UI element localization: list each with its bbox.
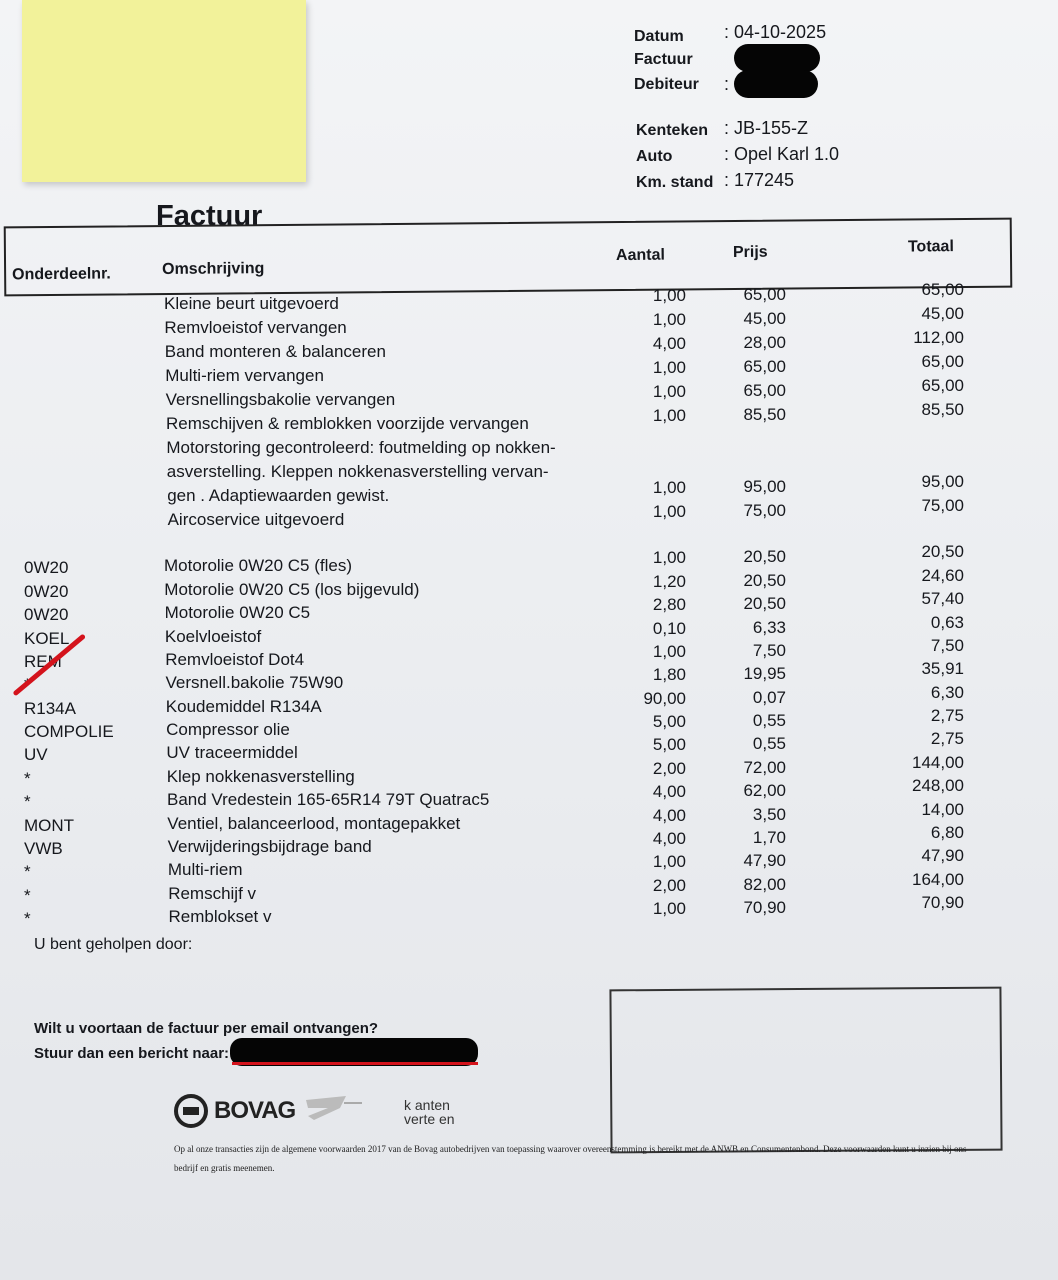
table-row: [0, 496, 1058, 530]
cell-qty: 1,00: [652, 852, 686, 871]
table-row: [0, 400, 1058, 434]
col-part: Onderdeelnr.: [12, 265, 111, 284]
col-qty: Aantal: [615, 246, 665, 265]
cell-price: 65,00: [743, 357, 786, 376]
cell-total: 85,50: [921, 400, 964, 419]
cell-price: 65,00: [743, 285, 786, 304]
cell-price: 95,00: [743, 477, 786, 496]
cell-total: 2,75: [930, 729, 964, 748]
cell-total: 14,00: [921, 800, 964, 819]
cell-desc: Koelvloeistof: [164, 627, 262, 646]
cell-price: 47,90: [743, 851, 786, 870]
cell-price: 65,00: [743, 381, 786, 400]
cell-qty: 1,00: [652, 310, 686, 329]
cell-qty: 5,00: [652, 712, 686, 731]
cell-part: *: [24, 886, 31, 905]
cell-total: 7,50: [930, 636, 964, 655]
erkend-icon: [304, 1094, 364, 1124]
cell-qty: 1,80: [652, 665, 686, 684]
cell-qty: 2,00: [652, 876, 686, 895]
cell-price: 0,55: [752, 711, 786, 730]
kanten-line1: k anten: [404, 1097, 450, 1113]
cell-desc: Motorstoring gecontroleerd: foutmelding op nokken-: [166, 438, 556, 457]
debiteur-label: Debiteur: [634, 76, 699, 93]
cell-part: KOEL: [24, 629, 70, 648]
cell-part: COMPOLIE: [24, 722, 114, 741]
cell-desc: UV traceermiddel: [166, 743, 298, 762]
cell-desc: Remblokset v: [168, 907, 272, 926]
cell-price: 20,50: [743, 594, 786, 613]
cell-part: 0W20: [24, 558, 69, 577]
table-row: [0, 434, 1058, 458]
cell-part: UV: [24, 745, 48, 764]
redacted-debiteur: [734, 70, 818, 98]
cell-qty: 1,00: [652, 286, 686, 305]
col-price: Prijs: [732, 243, 768, 262]
cell-desc: Aircoservice uitgevoerd: [167, 510, 345, 529]
cell-desc: asverstelling. Kleppen nokkenasverstelling vervan-: [166, 462, 549, 481]
cell-price: 20,50: [743, 571, 786, 590]
cell-qty: 1,00: [652, 382, 686, 401]
cell-part: *: [24, 862, 31, 881]
cell-desc: Remschijven & remblokken voorzijde vervangen: [166, 414, 529, 433]
cell-price: 3,50: [752, 805, 786, 824]
cell-total: 112,00: [913, 328, 964, 347]
auto-label: Auto: [636, 148, 673, 165]
cell-price: 0,07: [752, 688, 786, 707]
cell-price: 72,00: [743, 758, 786, 777]
cell-price: 82,00: [743, 875, 786, 894]
col-desc: Omschrijving: [162, 260, 265, 279]
bovag-icon: [174, 1094, 208, 1128]
cell-desc: Versnell.bakolie 75W90: [165, 673, 344, 692]
cell-total: 144,00: [912, 753, 964, 772]
cell-price: 20,50: [743, 547, 786, 566]
table-header: [4, 218, 1013, 297]
cell-desc: gen . Adaptiewaarden gewist.: [167, 486, 390, 505]
cell-total: 47,90: [921, 846, 964, 865]
cell-desc: Verwijderingsbijdrage band: [167, 837, 372, 856]
cell-desc: Remvloeistof Dot4: [165, 650, 305, 669]
cell-desc: Ventiel, balanceerlood, montagepakket: [167, 814, 461, 833]
datum-label: Datum: [634, 28, 684, 45]
cell-qty: 1,00: [652, 478, 686, 497]
cell-part: *: [24, 909, 31, 928]
cell-desc: Band Vredestein 165-65R14 79T Quatrac5: [167, 790, 490, 809]
bovag-text: BOVAG: [214, 1097, 296, 1124]
cell-total: 164,00: [912, 870, 964, 889]
email-underline: [232, 1062, 478, 1065]
cell-total: 0,63: [930, 613, 964, 632]
cell-desc: Motorolie 0W20 C5: [164, 603, 311, 622]
cell-total: 248,00: [912, 776, 964, 795]
cell-price: 75,00: [743, 501, 786, 520]
cell-total: 6,30: [930, 683, 964, 702]
cell-desc: Remvloeistof vervangen: [164, 318, 347, 337]
cell-qty: 1,00: [652, 358, 686, 377]
kanten-line2: verte en: [404, 1111, 455, 1127]
cell-price: 7,50: [752, 641, 786, 660]
cell-total: 24,60: [921, 566, 964, 585]
cell-desc: Klep nokkenasverstelling: [166, 767, 355, 786]
cell-price: 62,00: [743, 781, 786, 800]
cell-total: 6,80: [930, 823, 964, 842]
col-total: Totaal: [907, 238, 954, 256]
cell-qty: 0,10: [652, 619, 686, 638]
cell-desc: Multi-riem: [167, 860, 243, 879]
cell-qty: 2,00: [652, 759, 686, 778]
auto-value: : Opel Karl 1.0: [724, 144, 840, 164]
cell-desc: Motorolie 0W20 C5 (los bijgevuld): [164, 580, 420, 599]
kanten-logo: [404, 1098, 455, 1126]
helped-by: U bent geholpen door:: [34, 936, 193, 953]
cell-qty: 1,00: [652, 502, 686, 521]
cell-price: 6,33: [752, 618, 786, 637]
cell-qty: 1,00: [652, 406, 686, 425]
cell-desc: Versnellingsbakolie vervangen: [165, 390, 396, 409]
cell-qty: 1,20: [652, 572, 686, 591]
kenteken-label: Kenteken: [636, 122, 709, 139]
factuur-label: Factuur: [634, 51, 693, 68]
cell-desc: Band monteren & balanceren: [164, 342, 386, 361]
cell-price: 45,00: [743, 309, 786, 328]
cell-desc: Motorolie 0W20 C5 (fles): [164, 556, 353, 575]
cell-desc: Compressor olie: [166, 720, 290, 739]
terms-text: Op al onze transacties zijn de algemene voorwaarden 2017 van de Bovag autobedrijven van toepassing waarover overeenstemming is bereikt met de ANWB en Consumentenbond. Deze voorwaarden kunt u inzien bij ons bedrijf en gratis meenemen.: [174, 1144, 967, 1173]
cell-total: 35,91: [921, 659, 964, 678]
erkend-logo: [304, 1094, 364, 1129]
cell-part: R134A: [24, 699, 76, 718]
cell-price: 0,55: [752, 734, 786, 753]
cell-price: 19,95: [743, 664, 786, 683]
kenteken-value: : JB-155-Z: [724, 118, 809, 138]
cell-price: 85,50: [743, 405, 786, 424]
cell-qty: 4,00: [652, 782, 686, 801]
cell-desc: Kleine beurt uitgevoerd: [164, 294, 339, 313]
signature-box: [609, 987, 1002, 1154]
sticky-note: [22, 0, 306, 182]
cell-qty: 90,00: [643, 689, 686, 708]
cell-part: 0W20: [24, 582, 69, 601]
cell-part: *: [24, 792, 31, 811]
cell-part: MONT: [24, 816, 75, 835]
cell-price: 70,90: [743, 898, 786, 917]
cell-qty: 2,80: [652, 595, 686, 614]
cell-part: 0W20: [24, 605, 69, 624]
email-send-to: Stuur dan een bericht naar:: [34, 1045, 230, 1062]
datum-value: : 04-10-2025: [724, 22, 827, 42]
cell-desc: Multi-riem vervangen: [165, 366, 324, 385]
cell-part: VWB: [24, 839, 63, 858]
kmstand-value: : 177245: [724, 170, 795, 190]
cell-total: 65,00: [921, 280, 964, 299]
cell-total: 65,00: [921, 376, 964, 395]
cell-total: 65,00: [921, 352, 964, 371]
cell-total: 70,90: [921, 893, 964, 912]
cell-qty: 4,00: [652, 334, 686, 353]
cell-total: 57,40: [921, 589, 964, 608]
redacted-factuur: [734, 44, 820, 72]
cell-price: 28,00: [743, 333, 786, 352]
cell-qty: 4,00: [652, 806, 686, 825]
cell-total: 2,75: [930, 706, 964, 725]
page-title: Factuur: [156, 200, 263, 232]
cell-qty: 1,00: [652, 899, 686, 918]
cell-total: 20,50: [921, 542, 964, 561]
cell-price: 1,70: [752, 828, 786, 847]
cell-desc: Koudemiddel R134A: [165, 697, 322, 716]
kmstand-label: Km. stand: [636, 174, 714, 191]
debiteur-colon: :: [724, 74, 730, 94]
cell-qty: 1,00: [652, 642, 686, 661]
cell-qty: 5,00: [652, 735, 686, 754]
cell-qty: 1,00: [652, 548, 686, 567]
cell-desc: Remschijf v: [168, 884, 257, 903]
cell-total: 45,00: [921, 304, 964, 323]
cell-total: 95,00: [921, 472, 964, 491]
cell-part: *: [24, 769, 31, 788]
bovag-logo: [174, 1094, 295, 1128]
cell-qty: 4,00: [652, 829, 686, 848]
cell-total: 75,00: [921, 496, 964, 515]
cell-part: REM: [24, 652, 62, 671]
email-question: Wilt u voortaan de factuur per email ontvangen?: [34, 1020, 379, 1037]
